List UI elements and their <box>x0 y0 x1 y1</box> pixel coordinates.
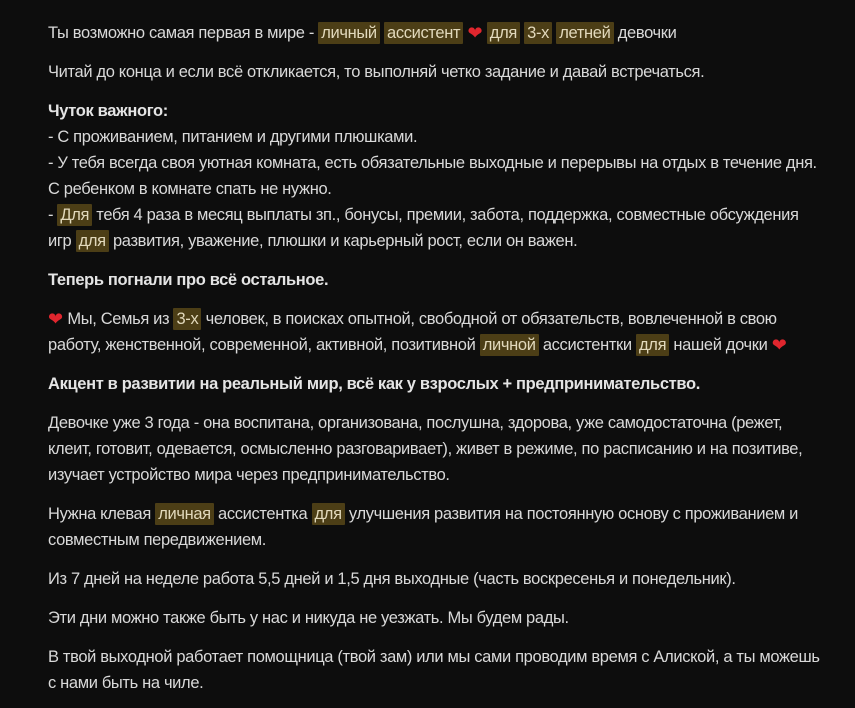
text-line <box>48 306 825 358</box>
text-run: улучшения развития на постоянную основу с проживанием и совместным передвижением. <box>48 505 798 549</box>
text-run: Теперь погнали про всё остальное. <box>48 271 329 289</box>
text-run: девочки <box>613 24 677 42</box>
search-highlight: личной <box>480 334 539 356</box>
heart-icon: ❤ <box>467 23 483 43</box>
search-highlight: личный <box>318 22 380 44</box>
search-highlight: Для <box>57 204 92 226</box>
section-heading <box>48 267 825 293</box>
section-heading <box>48 371 825 397</box>
paragraph <box>48 410 825 488</box>
section-heading <box>48 98 825 124</box>
text-run: ассистентка <box>213 505 312 523</box>
text-run: развития, уважение, плюшки и карьерный рост, если он важен. <box>108 232 578 250</box>
text-run: нашей дочки <box>669 336 772 354</box>
text-run: - У тебя всегда своя уютная комната, есть обязательные выходные и перерывы на отдых в течение дня. С ребенком в комнате спать не нужно. <box>48 154 817 198</box>
paragraph <box>48 20 825 46</box>
text-run: тебя 4 раза в месяц выплаты зп., бонусы, премии, забота, поддержка, совместные обсуждения игр <box>48 206 799 250</box>
text-run: В твой выходной работает помощница (твой зам) или мы сами проводим время с Алиской, а ты можешь с нами быть на чиле. <box>48 648 820 692</box>
search-highlight: для <box>312 503 345 525</box>
text-line <box>48 124 825 150</box>
heart-icon: ❤ <box>48 309 64 329</box>
text-run: Акцент в развитии на реальный мир, всё как у взрослых + предпринимательство. <box>48 375 700 393</box>
text-run: Нужна клевая <box>48 505 156 523</box>
search-highlight: для <box>76 230 109 252</box>
text-line <box>48 501 825 553</box>
text-run: Читай до конца и если всё откликается, то выполняй четко задание и давай встречаться. <box>48 63 705 81</box>
heart-icon: ❤ <box>771 335 787 355</box>
paragraph <box>48 59 825 85</box>
search-highlight: 3-х <box>173 308 201 330</box>
paragraph <box>48 98 825 254</box>
search-highlight: для <box>636 334 669 356</box>
text-run: Мы, Семья из <box>63 310 174 328</box>
search-highlight: для <box>487 22 520 44</box>
paragraph <box>48 566 825 592</box>
text-run: Из 7 дней на неделе работа 5,5 дней и 1,5 дня выходные (часть воскресенья и понедельник). <box>48 570 736 588</box>
text-line <box>48 59 825 85</box>
text-line <box>48 644 825 696</box>
text-run: Чуток важного: <box>48 102 168 120</box>
text-run: человек, в поисках опытной, свободной от обязательств, вовлеченной в свою работу, женственной, современной, активной, позитивной <box>48 310 777 354</box>
paragraph <box>48 644 825 696</box>
text-line <box>48 20 825 46</box>
paragraph <box>48 306 825 358</box>
text-line <box>48 202 825 254</box>
search-highlight: ассистент <box>384 22 463 44</box>
text-line <box>48 410 825 488</box>
paragraph <box>48 371 825 397</box>
text-run: Эти дни можно также быть у нас и никуда не уезжать. Мы будем рады. <box>48 609 569 627</box>
paragraph <box>48 501 825 553</box>
text-run: ассистентки <box>538 336 637 354</box>
paragraph <box>48 605 825 631</box>
text-line <box>48 150 825 202</box>
text-line <box>48 605 825 631</box>
search-highlight: летней <box>556 22 613 44</box>
text-run: Девочке уже 3 года - она воспитана, организована, послушна, здорова, уже самодостаточна (режет, клеит, готовит, одевается, осмысленно разговаривает), живет в режиме, по расписанию и на позитиве, изучает устройство мира через предпринимательство. <box>48 414 803 484</box>
paragraph <box>48 267 825 293</box>
text-run: - С проживанием, питанием и другими плюшками. <box>48 128 418 146</box>
search-highlight: 3-х <box>524 22 552 44</box>
text-run: - <box>48 206 58 224</box>
text-run: Ты возможно самая первая в мире - <box>48 24 319 42</box>
text-line <box>48 566 825 592</box>
search-highlight: личная <box>155 503 214 525</box>
